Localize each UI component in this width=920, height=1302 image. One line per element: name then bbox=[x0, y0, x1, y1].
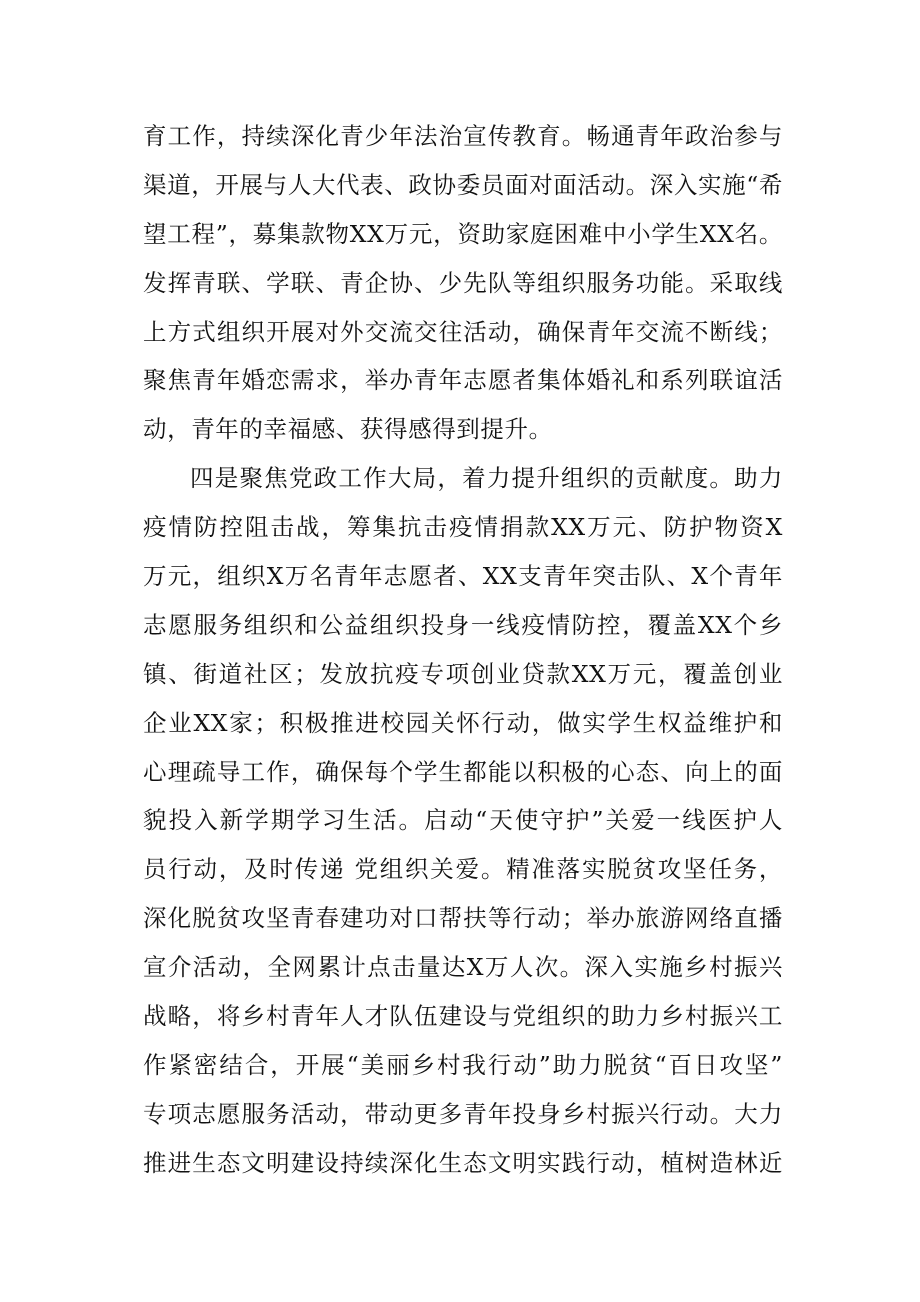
text-line: 疫情防控阻击战，筹集抗击疫情捐款XX万元、防护物资X bbox=[143, 513, 783, 542]
text-line: 心理疏导工作，确保每个学生都能以积极的心态、向上的面 bbox=[143, 757, 783, 786]
text-line: 作紧密结合，开展“美丽乡村我行动”助力脱贫“百日攻坚” bbox=[143, 1050, 783, 1079]
text-line: 员行动，及时传递 党组织关爱。精准落实脱贫攻坚任务， bbox=[143, 855, 783, 884]
text-line: 望工程”，募集款物XX万元，资助家庭困难中小学生XX名。 bbox=[143, 219, 783, 248]
text-line: 发挥青联、学联、青企协、少先队等组织服务功能。采取线 bbox=[143, 268, 783, 297]
text-line: 上方式组织开展对外交流交往活动，确保青年交流不断线； bbox=[143, 317, 783, 346]
text-line: 推进生态文明建设持续深化生态文明实践行动，植树造林近 bbox=[143, 1148, 783, 1177]
text-line: 镇、街道社区；发放抗疫专项创业贷款XX万元，覆盖创业 bbox=[143, 659, 783, 688]
text-line: 聚焦青年婚恋需求，举办青年志愿者集体婚礼和系列联谊活 bbox=[143, 366, 783, 395]
text-line: 专项志愿服务活动，带动更多青年投身乡村振兴行动。大力 bbox=[143, 1099, 783, 1128]
body-text bbox=[143, 112, 783, 1188]
text-line: 貌投入新学期学习生活。启动“天使守护”关爱一线医护人 bbox=[143, 806, 783, 835]
text-line: 万元，组织X万名青年志愿者、XX支青年突击队、X个青年 bbox=[143, 562, 783, 591]
text-line: 宣介活动，全网累计点击量达X万人次。深入实施乡村振兴 bbox=[143, 953, 783, 982]
text-line: 深化脱贫攻坚青春建功对口帮扶等行动；举办旅游网络直播 bbox=[143, 904, 783, 933]
text-line: 四是聚焦党政工作大局，着力提升组织的贡献度。助力 bbox=[190, 464, 783, 493]
text-line: 战略，将乡村青年人才队伍建设与党组织的助力乡村振兴工 bbox=[143, 1002, 783, 1031]
text-line: 渠道，开展与人大代表、政协委员面对面活动。深入实施“希 bbox=[143, 170, 783, 199]
text-line: 企业XX家；积极推进校园关怀行动，做实学生权益维护和 bbox=[143, 708, 783, 737]
text-line: 育工作，持续深化青少年法治宣传教育。畅通青年政治参与 bbox=[143, 122, 783, 150]
text-line: 志愿服务组织和公益组织投身一线疫情防控，覆盖XX个乡 bbox=[143, 610, 783, 639]
text-line: 动，青年的幸福感、获得感得到提升。 bbox=[143, 415, 553, 444]
